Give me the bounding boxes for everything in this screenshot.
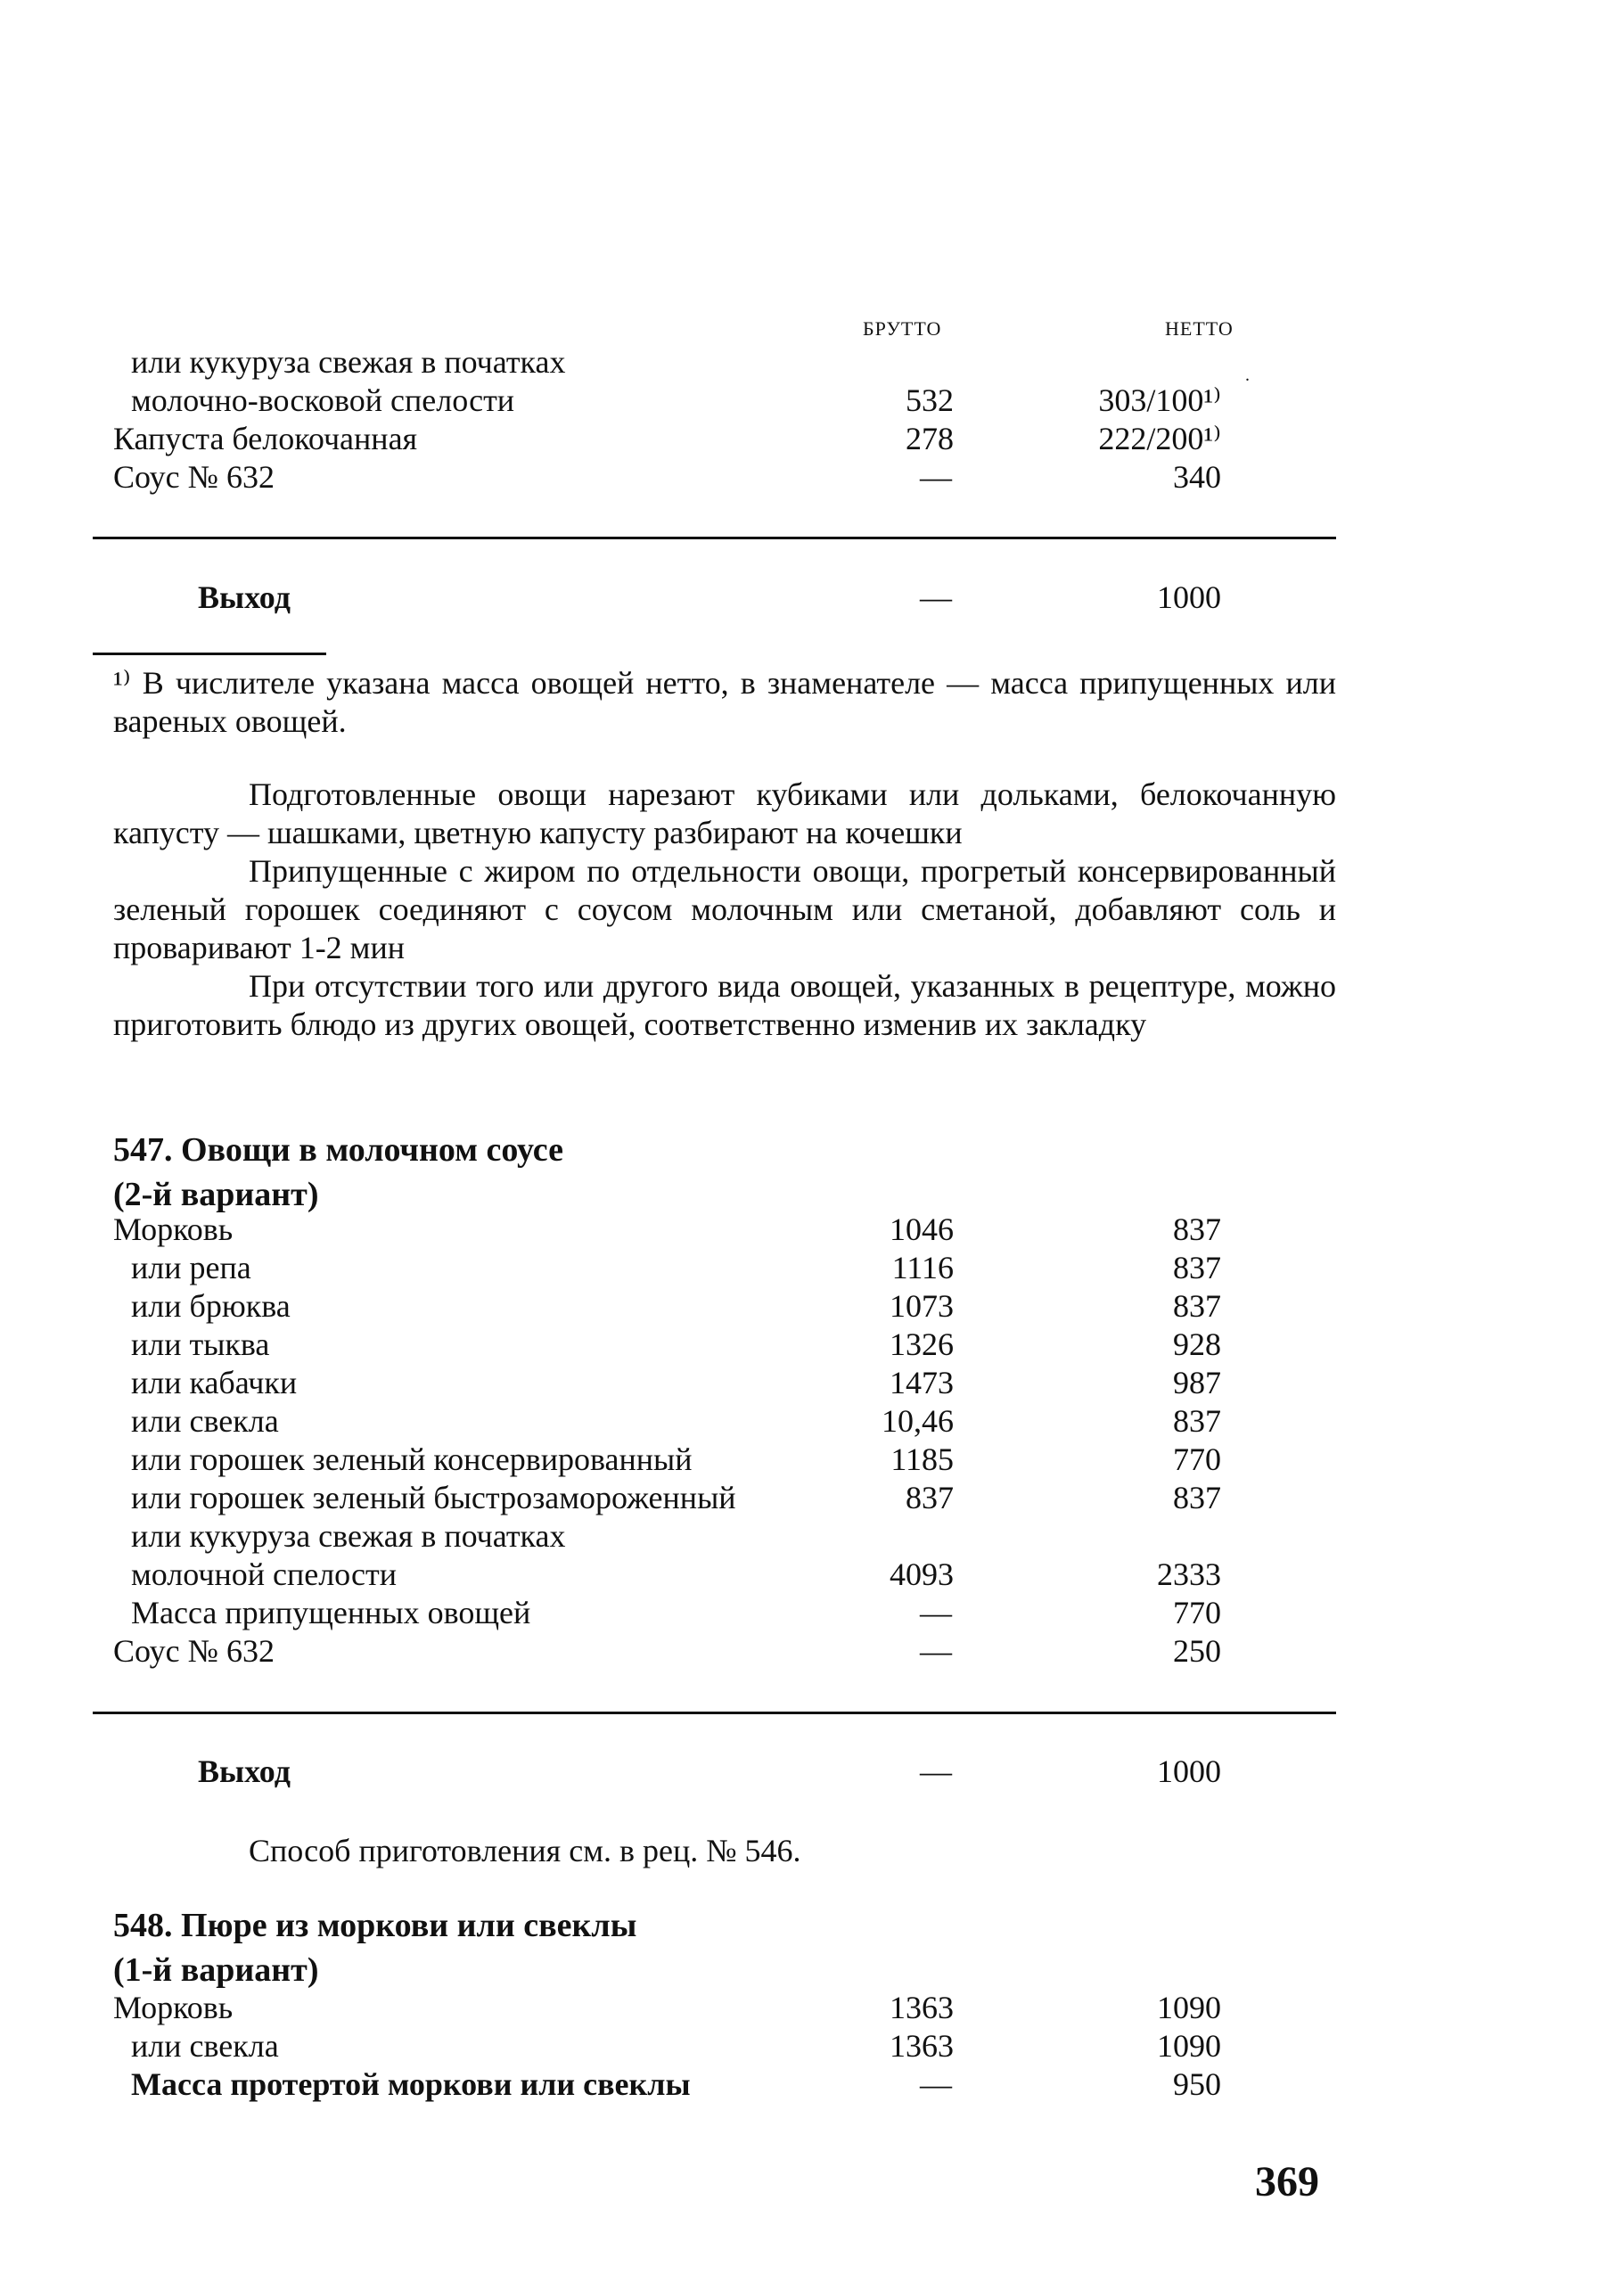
ingredient-name: или горошек зеленый консервированный xyxy=(131,1441,693,1477)
column-header-brutto: БРУТТО xyxy=(863,317,942,340)
table-row xyxy=(0,2065,1624,2104)
output-label: Выход xyxy=(198,579,291,615)
table-row xyxy=(0,381,1624,420)
page-number: 369 xyxy=(1255,2158,1319,2205)
table-row xyxy=(0,1248,1624,1287)
netto-value: 250 xyxy=(1173,1633,1221,1669)
ingredient-name: Морковь xyxy=(113,1990,234,2025)
brutto-value: 1363 xyxy=(890,2028,954,2064)
table-row xyxy=(0,1401,1624,1441)
column-header-netto: НЕТТО xyxy=(1165,317,1234,340)
table-row xyxy=(0,1593,1624,1632)
paragraph xyxy=(113,852,1336,967)
brutto-value: 10,46 xyxy=(882,1403,954,1439)
brutto-value: 1363 xyxy=(890,1990,954,2025)
ingredient-name: или горошек зеленый быстрозамороженный xyxy=(131,1480,736,1515)
netto-value: 928 xyxy=(1173,1326,1221,1362)
table-row xyxy=(0,1210,1624,1249)
ingredient-name: или тыква xyxy=(131,1326,270,1362)
ingredient-name: Масса припущенных овощей xyxy=(131,1595,531,1630)
output-brutto: — xyxy=(920,1753,952,1789)
netto-value: 987 xyxy=(1173,1365,1221,1400)
table-divider xyxy=(93,1712,1336,1714)
netto-value: 1090 xyxy=(1157,2028,1221,2064)
table-row xyxy=(0,2026,1624,2065)
method-note: Способ приготовления см. в рец. № 546. xyxy=(249,1833,801,1868)
output-row xyxy=(0,576,1624,619)
paragraph-text: При отсутствии того или другого вида овощей, указанных в рецептуре, можно приготовить блюдо из других овощей, соответственно изменив их закладку xyxy=(113,968,1336,1042)
netto-value: 1090 xyxy=(1157,1990,1221,2025)
ingredient-name: или свекла xyxy=(131,1403,279,1439)
ingredient-name: Морковь xyxy=(113,1211,234,1247)
ingredient-name: или кабачки xyxy=(131,1365,298,1400)
netto-value: 340 xyxy=(1173,459,1221,495)
netto-value: 222/200¹⁾ xyxy=(1098,421,1221,456)
table-row xyxy=(0,1478,1624,1517)
output-netto: 1000 xyxy=(1157,1753,1221,1789)
footnote-rule xyxy=(93,653,326,655)
ingredient-name: или кукуруза свежая в початках xyxy=(131,1518,566,1554)
brutto-value: 1185 xyxy=(890,1441,954,1477)
table-divider xyxy=(93,537,1336,539)
ingredient-name: или брюква xyxy=(131,1288,291,1324)
ingredient-name: Соус № 632 xyxy=(113,459,275,495)
brutto-value: 1326 xyxy=(890,1326,954,1362)
table-row xyxy=(0,1440,1624,1479)
brutto-value: 1073 xyxy=(890,1288,954,1324)
ingredient-name: молочной спелости xyxy=(131,1556,398,1592)
netto-value: 303/100¹⁾ xyxy=(1098,382,1221,418)
brutto-value: — xyxy=(920,1595,952,1630)
stray-dot: . xyxy=(1245,365,1250,385)
table-row xyxy=(0,1286,1624,1326)
ingredient-name: Капуста белокочанная xyxy=(113,421,418,456)
brutto-value: 532 xyxy=(906,382,954,418)
output-label: Выход xyxy=(198,1753,291,1789)
ingredient-name: Соус № 632 xyxy=(113,1633,275,1669)
output-netto: 1000 xyxy=(1157,579,1221,615)
paragraph xyxy=(113,967,1336,1044)
table-row xyxy=(0,1555,1624,1594)
netto-value: 837 xyxy=(1173,1403,1221,1439)
output-row xyxy=(0,1750,1624,1793)
ingredient-name: или репа xyxy=(131,1250,251,1285)
brutto-value: 4093 xyxy=(890,1556,954,1592)
brutto-value: 1116 xyxy=(891,1250,954,1285)
netto-value: 837 xyxy=(1173,1250,1221,1285)
brutto-value: 1473 xyxy=(890,1365,954,1400)
recipe-subtitle: (2-й вариант) xyxy=(113,1176,319,1213)
ingredient-name: или кукуруза свежая в початках xyxy=(131,344,566,380)
brutto-value: 278 xyxy=(906,421,954,456)
netto-value: 950 xyxy=(1173,2066,1221,2102)
table-row xyxy=(0,1363,1624,1402)
footnote: ¹⁾ В числителе указана масса овощей нетто, в знаменателе — масса припущенных или вареных овощей. xyxy=(113,665,1336,739)
table-row xyxy=(0,1516,1624,1556)
output-brutto: — xyxy=(920,579,952,615)
table-row xyxy=(0,419,1624,458)
brutto-value: — xyxy=(920,1633,952,1669)
table-row xyxy=(0,1325,1624,1364)
table-row xyxy=(0,1631,1624,1671)
brutto-value: 1046 xyxy=(890,1211,954,1247)
table-row xyxy=(0,342,1624,382)
paragraph xyxy=(113,776,1336,852)
paragraph-text: Подготовленные овощи нарезают кубиками или дольками, белокочанную капусту — шашками, цветную капусту разбирают на кочешки xyxy=(113,776,1336,850)
paragraph-text: Припущенные с жиром по отдельности овощи, прогретый консервированный зеленый горошек соединяют с соусом молочным или сметаной, добавляют соль и проваривают 1-2 мин xyxy=(113,853,1336,965)
netto-value: 2333 xyxy=(1157,1556,1221,1592)
brutto-value: — xyxy=(920,459,952,495)
recipe-title: 548. Пюре из моркови или свеклы xyxy=(113,1907,637,1944)
recipe-title: 547. Овощи в молочном соусе xyxy=(113,1131,563,1169)
netto-value: 837 xyxy=(1173,1480,1221,1515)
recipe-subtitle: (1-й вариант) xyxy=(113,1951,319,1989)
ingredient-name: Масса протертой моркови или свеклы xyxy=(131,2066,691,2102)
table-row xyxy=(0,457,1624,497)
table-row xyxy=(0,1988,1624,2027)
brutto-value: — xyxy=(920,2066,952,2102)
ingredient-name: молочно-восковой спелости xyxy=(131,382,515,418)
brutto-value: 837 xyxy=(906,1480,954,1515)
netto-value: 837 xyxy=(1173,1288,1221,1324)
netto-value: 837 xyxy=(1173,1211,1221,1247)
ingredient-name: или свекла xyxy=(131,2028,279,2064)
netto-value: 770 xyxy=(1173,1441,1221,1477)
netto-value: 770 xyxy=(1173,1595,1221,1630)
